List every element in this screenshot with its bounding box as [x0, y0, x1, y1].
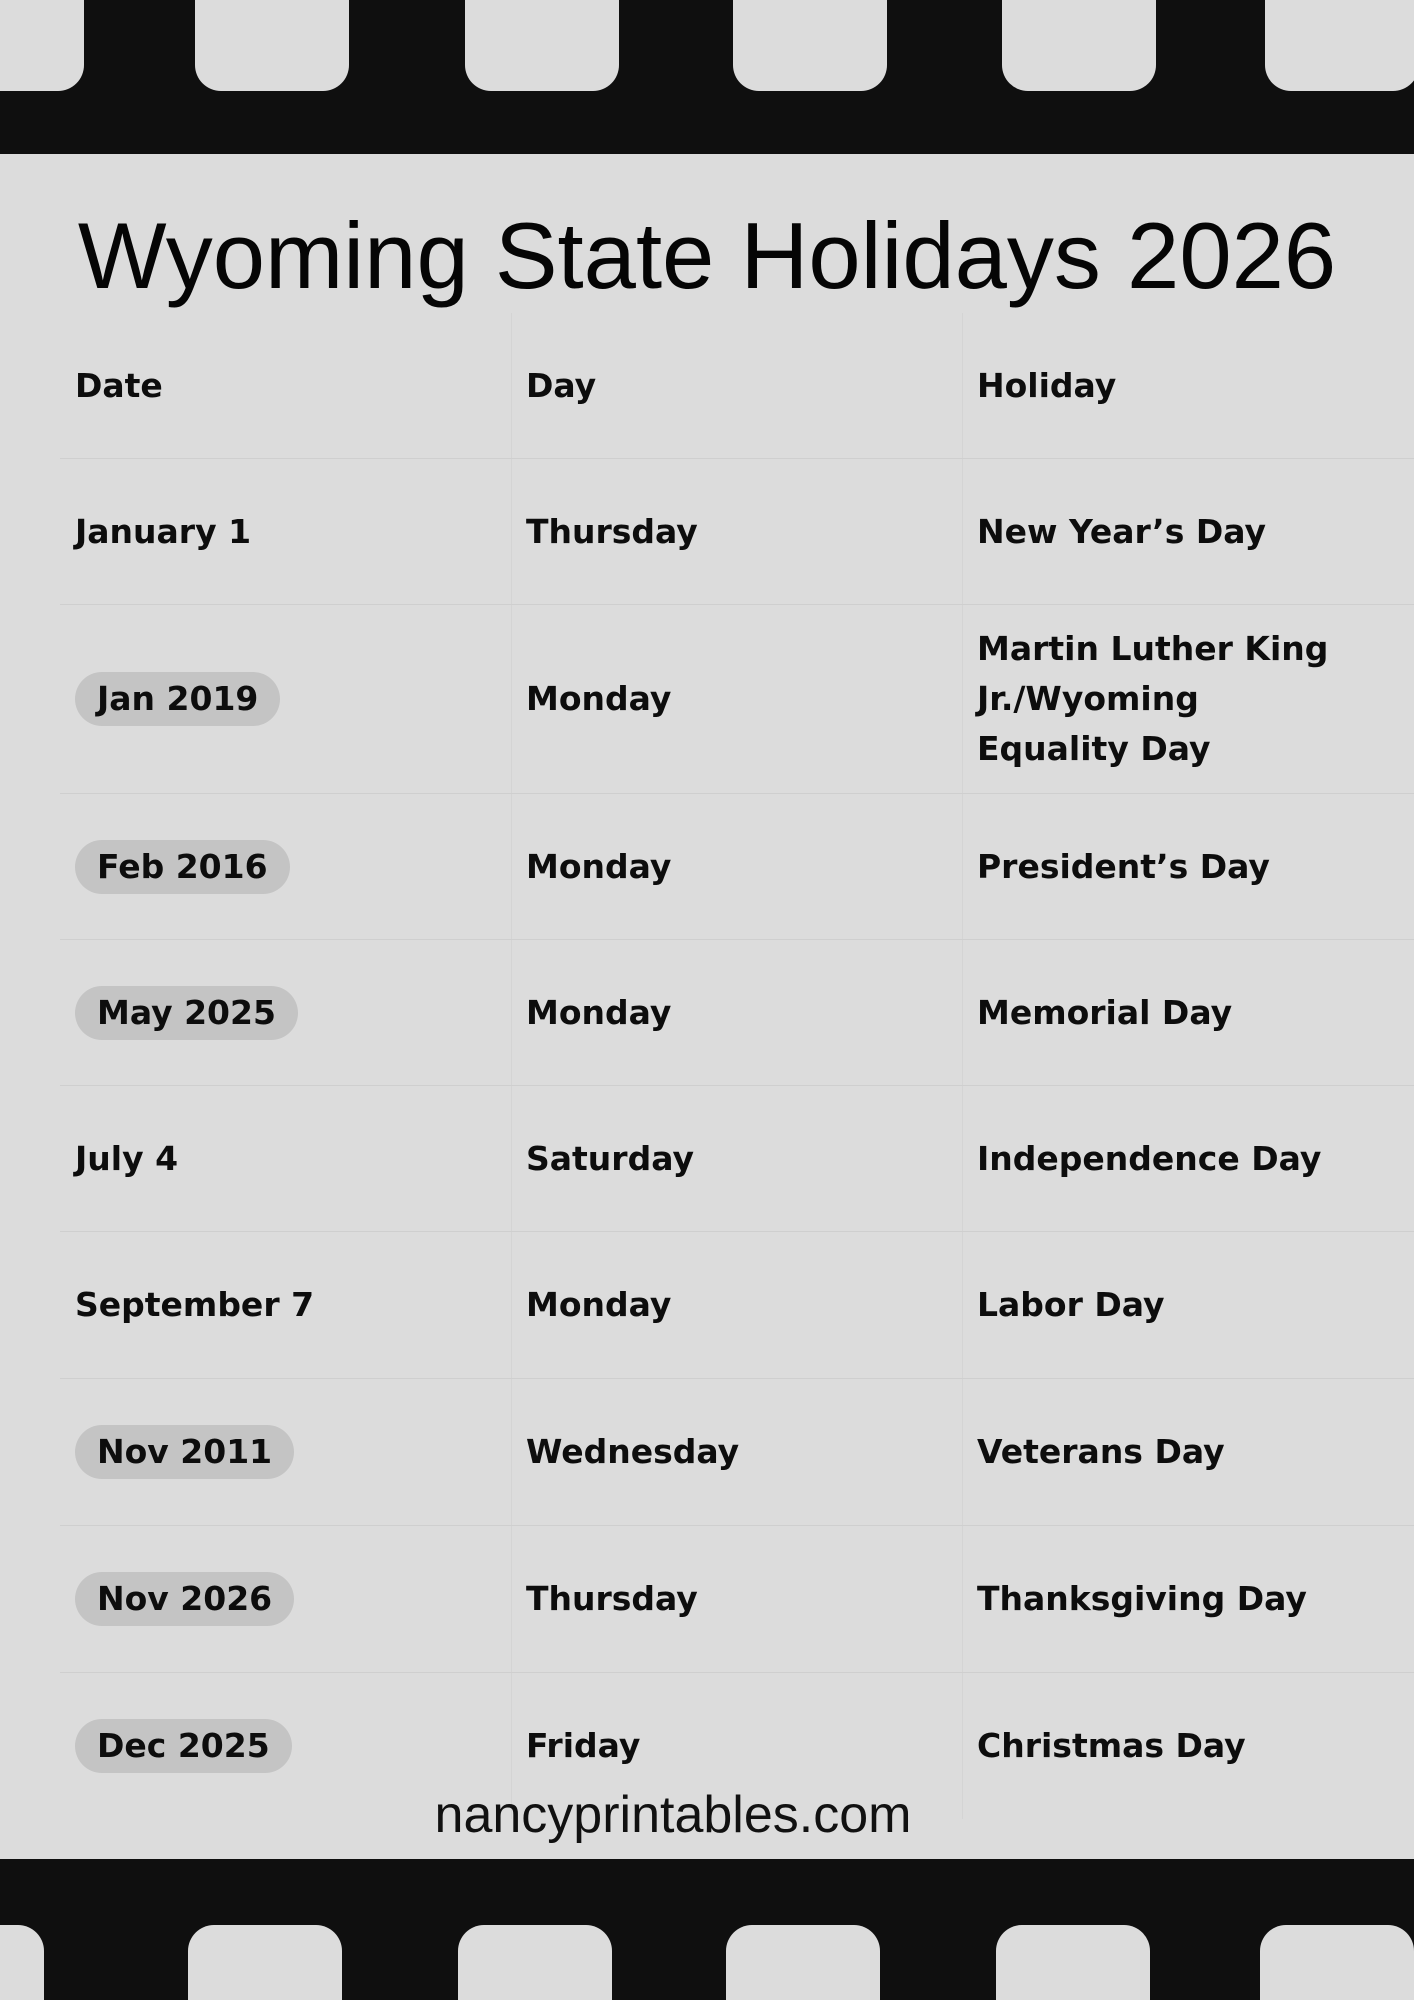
day-cell: Monday — [526, 992, 672, 1032]
holiday-cell: Independence Day — [977, 1138, 1322, 1178]
date-text: September 7 — [75, 1285, 315, 1324]
date-pill: Nov 2011 — [75, 1425, 294, 1479]
date-text: July 4 — [75, 1138, 179, 1178]
film-sprocket-hole — [195, 0, 349, 91]
film-sprocket-hole — [996, 1925, 1150, 2000]
table-row — [60, 794, 1414, 940]
date-cell — [60, 1572, 511, 1626]
film-sprocket-hole — [0, 1925, 44, 2000]
film-strip-top — [0, 0, 1414, 154]
date-pill: Feb 2016 — [75, 840, 290, 894]
date-pill: Dec 2025 — [75, 1719, 292, 1773]
date-cell — [60, 672, 511, 726]
film-sprocket-hole — [0, 0, 84, 91]
film-sprocket-hole — [188, 1925, 342, 2000]
date-cell — [60, 507, 511, 557]
holiday-cell: New Year’s Day — [977, 511, 1266, 551]
table-row — [60, 459, 1414, 605]
date-pill: May 2025 — [75, 986, 298, 1040]
table-row — [60, 605, 1414, 794]
holiday-table — [60, 313, 1414, 1819]
holiday-cell: Veterans Day — [977, 1432, 1225, 1471]
film-sprocket-hole — [726, 1925, 880, 2000]
day-cell: Thursday — [526, 511, 698, 551]
footer-website: nancyprintables.com — [434, 1786, 912, 1844]
holiday-cell: Memorial Day — [977, 992, 1233, 1032]
day-cell: Monday — [526, 1285, 672, 1324]
table-header-row — [60, 313, 1414, 459]
date-cell — [60, 986, 511, 1040]
table-row — [60, 1379, 1414, 1526]
date-cell — [60, 840, 511, 894]
day-cell: Monday — [526, 846, 672, 886]
date-text: January 1 — [75, 511, 252, 551]
column-header-holiday: Holiday — [977, 365, 1117, 405]
film-strip-bottom — [0, 1859, 1414, 2000]
day-cell: Monday — [526, 679, 672, 718]
holiday-cell: Labor Day — [977, 1285, 1165, 1324]
date-cell — [60, 1719, 511, 1773]
holiday-cell: Thanksgiving Day — [977, 1579, 1307, 1618]
date-pill: Nov 2026 — [75, 1572, 294, 1626]
film-sprocket-hole — [1265, 0, 1414, 91]
film-sprocket-hole — [1002, 0, 1156, 91]
holiday-cell: Martin Luther King Jr./Wyoming Equality Day — [977, 629, 1329, 768]
day-cell: Friday — [526, 1726, 641, 1765]
holiday-cell: Christmas Day — [977, 1726, 1246, 1765]
date-pill: Jan 2019 — [75, 672, 280, 726]
date-cell — [60, 1134, 511, 1184]
table-row — [60, 1232, 1414, 1379]
column-header-day: Day — [526, 365, 597, 405]
film-sprocket-hole — [465, 0, 619, 91]
table-row — [60, 1526, 1414, 1673]
day-cell: Wednesday — [526, 1432, 740, 1471]
table-row — [60, 940, 1414, 1086]
holiday-cell: President’s Day — [977, 846, 1270, 886]
day-cell: Thursday — [526, 1579, 698, 1618]
film-sprocket-hole — [1260, 1925, 1414, 2000]
column-header-date: Date — [75, 365, 163, 405]
page-title: Wyoming State Holidays 2026 — [77, 203, 1337, 308]
day-cell: Saturday — [526, 1138, 694, 1178]
date-cell — [60, 1280, 511, 1330]
film-sprocket-hole — [458, 1925, 612, 2000]
date-cell — [60, 1425, 511, 1479]
film-sprocket-hole — [733, 0, 887, 91]
table-row — [60, 1086, 1414, 1232]
